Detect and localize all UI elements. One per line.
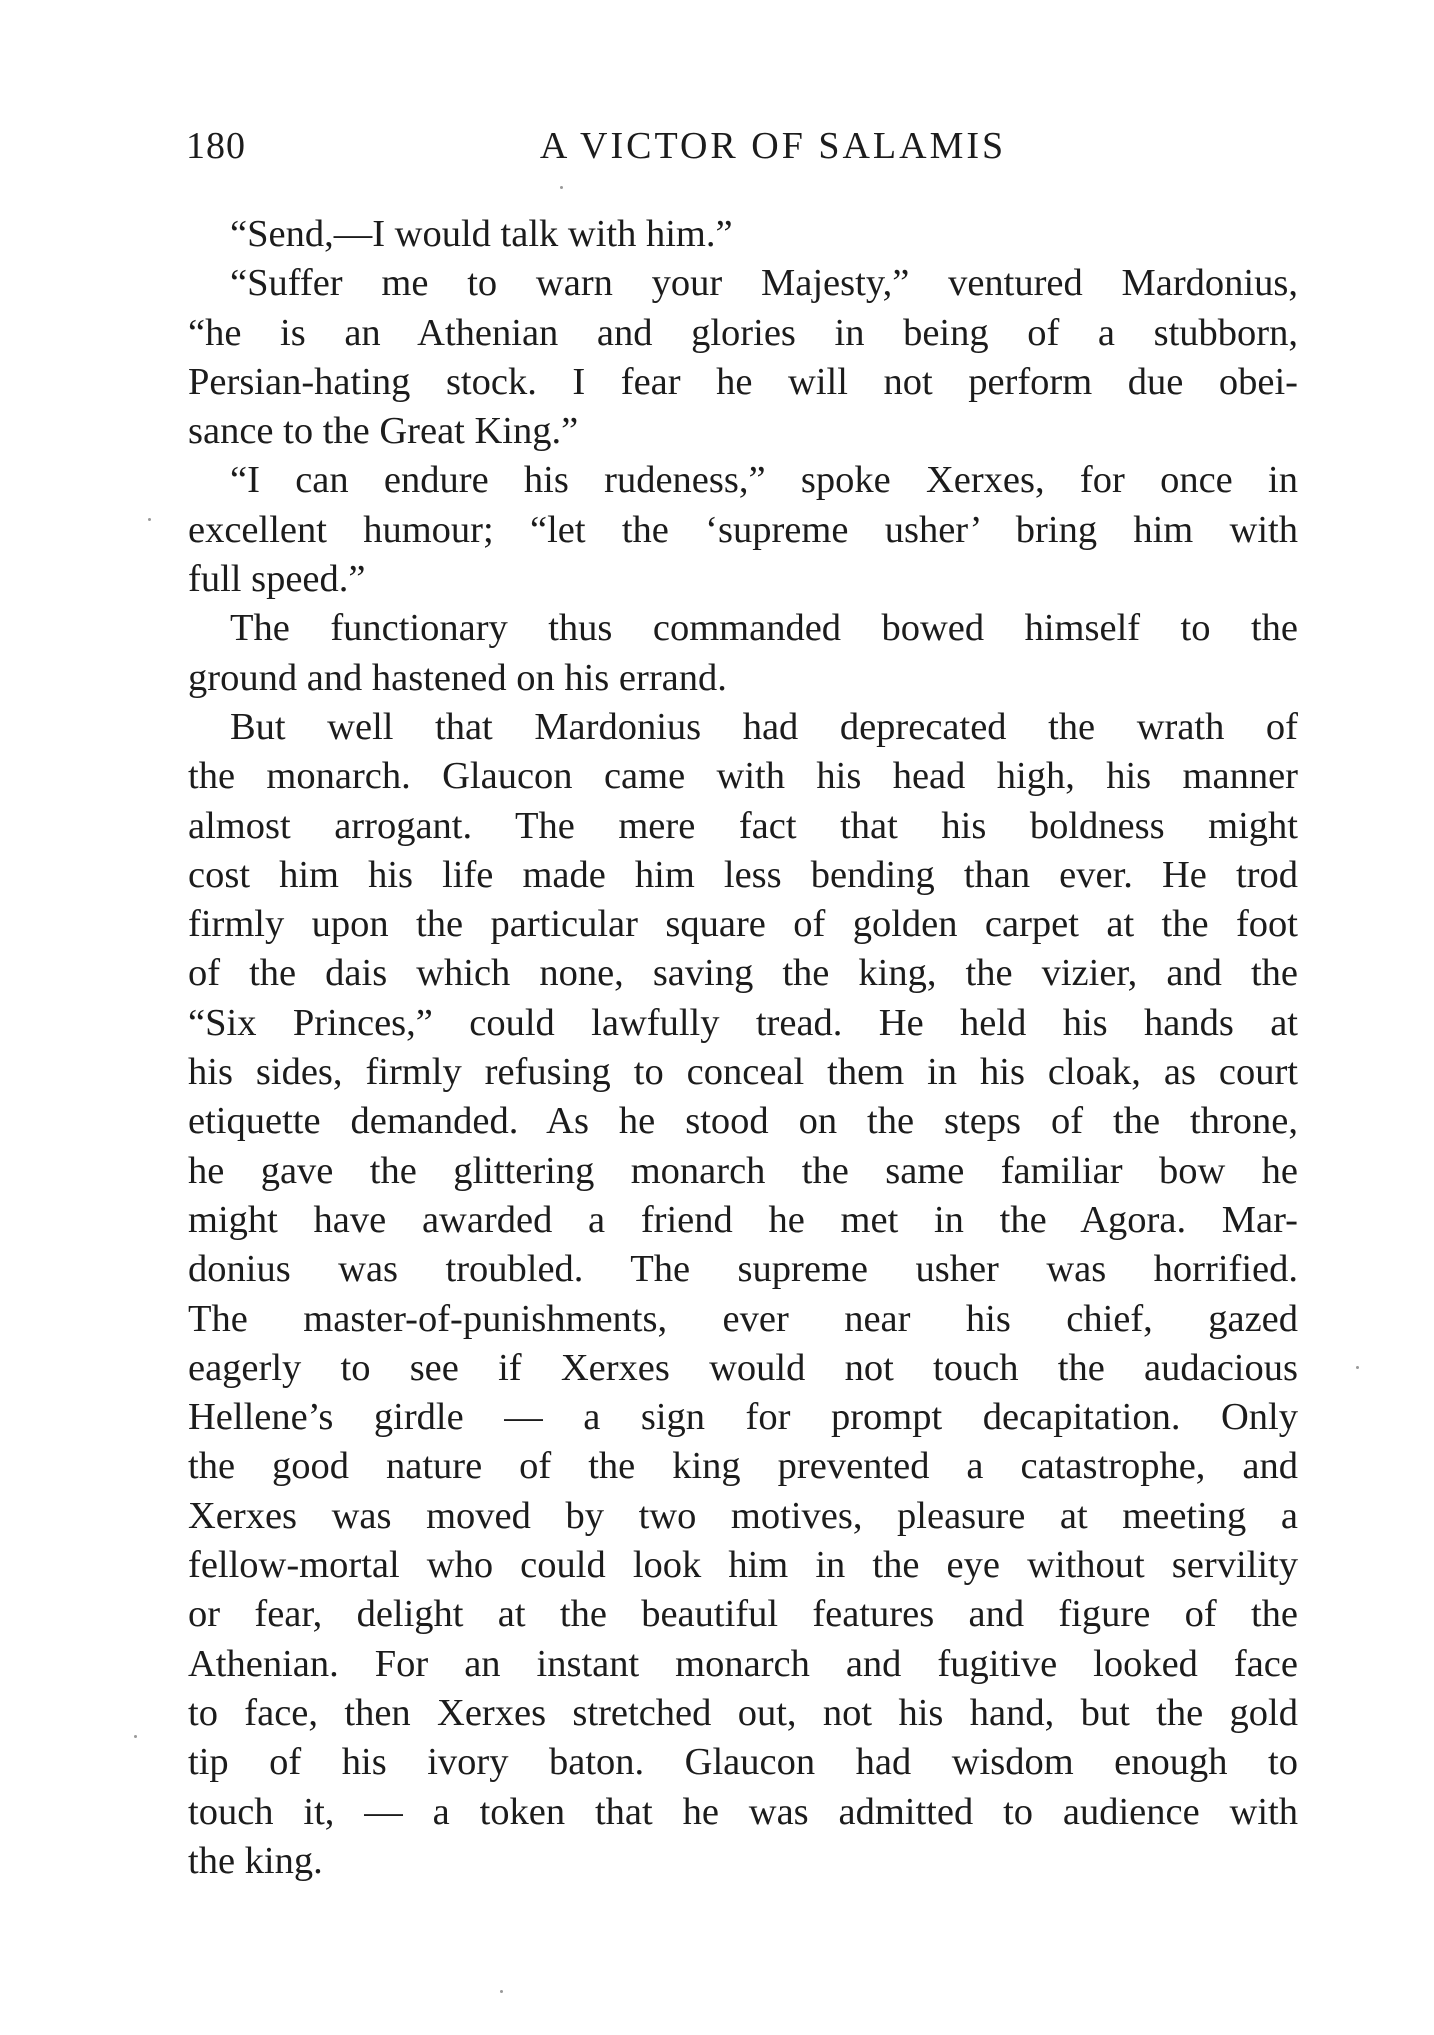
text-line: he gave the glittering monarch the same familiar bow he [188, 1149, 1298, 1192]
text-line: almost arrogant. The mere fact that his boldness might [188, 804, 1298, 847]
running-title: A VICTOR OF SALAMIS [539, 125, 1007, 167]
text-line: touch it, — a token that he was admitted to audience with [188, 1790, 1298, 1833]
text-line: Xerxes was moved by two motives, pleasure at meeting a [188, 1494, 1298, 1537]
body-text [188, 210, 1298, 1886]
text-line: of the dais which none, saving the king, the vizier, and the [188, 952, 1298, 995]
paper-speck [148, 518, 151, 521]
text-line: his sides, firmly refusing to conceal them in his cloak, as court [188, 1051, 1298, 1094]
text-line: donius was troubled. The supreme usher was horrified. [188, 1248, 1298, 1291]
text-line: the king. [188, 1839, 323, 1882]
text-line: Persian-hating stock. I fear he will not perform due obei- [188, 360, 1298, 403]
text-line: Hellene’s girdle — a sign for prompt decapitation. Only [188, 1396, 1298, 1439]
text-line: fellow-mortal who could look him in the eye without servility [188, 1544, 1298, 1587]
text-line: “he is an Athenian and glories in being of a stubborn, [188, 311, 1298, 354]
page-number: 180 [186, 125, 246, 167]
text-line: or fear, delight at the beautiful features and figure of the [188, 1593, 1298, 1636]
text-line: cost him his life made him less bending than ever. He trod [188, 853, 1298, 896]
text-line: etiquette demanded. As he stood on the steps of the throne, [188, 1100, 1298, 1143]
paper-speck [500, 1990, 503, 1993]
text-line: eagerly to see if Xerxes would not touch the audacious [188, 1346, 1298, 1389]
text-line: full speed.” [188, 558, 366, 601]
text-line: The master-of-punishments, ever near his chief, gazed [188, 1297, 1298, 1340]
text-line: “Send,—I would talk with him.” [230, 213, 733, 255]
text-line: The functionary thus commanded bowed himself to the [230, 607, 1298, 650]
text-line: Athenian. For an instant monarch and fugitive looked face [188, 1642, 1298, 1685]
text-line: ground and hastened on his errand. [188, 656, 727, 699]
text-line: “Suffer me to warn your Majesty,” ventured Mardonius, [230, 262, 1298, 305]
running-head [186, 118, 1300, 174]
text-line: sance to the Great King.” [188, 410, 579, 453]
paper-speck [560, 186, 563, 189]
text-line: firmly upon the particular square of golden carpet at the foot [188, 903, 1298, 946]
paper-speck [1356, 1366, 1359, 1369]
text-line: the monarch. Glaucon came with his head high, his manner [188, 755, 1298, 798]
text-line: tip of his ivory baton. Glaucon had wisdom enough to [188, 1741, 1298, 1784]
text-line: excellent humour; “let the ‘supreme usher’ bring him with [188, 508, 1298, 551]
text-line: to face, then Xerxes stretched out, not his hand, but the gold [188, 1691, 1298, 1734]
text-line: “I can endure his rudeness,” spoke Xerxes, for once in [230, 459, 1298, 502]
text-line: But well that Mardonius had deprecated the wrath of [230, 705, 1298, 748]
text-line: might have awarded a friend he met in the Agora. Mar- [188, 1198, 1298, 1241]
text-line: the good nature of the king prevented a catastrophe, and [188, 1445, 1298, 1488]
text-line: “Six Princes,” could lawfully tread. He held his hands at [188, 1001, 1298, 1044]
paper-speck [134, 1735, 137, 1738]
